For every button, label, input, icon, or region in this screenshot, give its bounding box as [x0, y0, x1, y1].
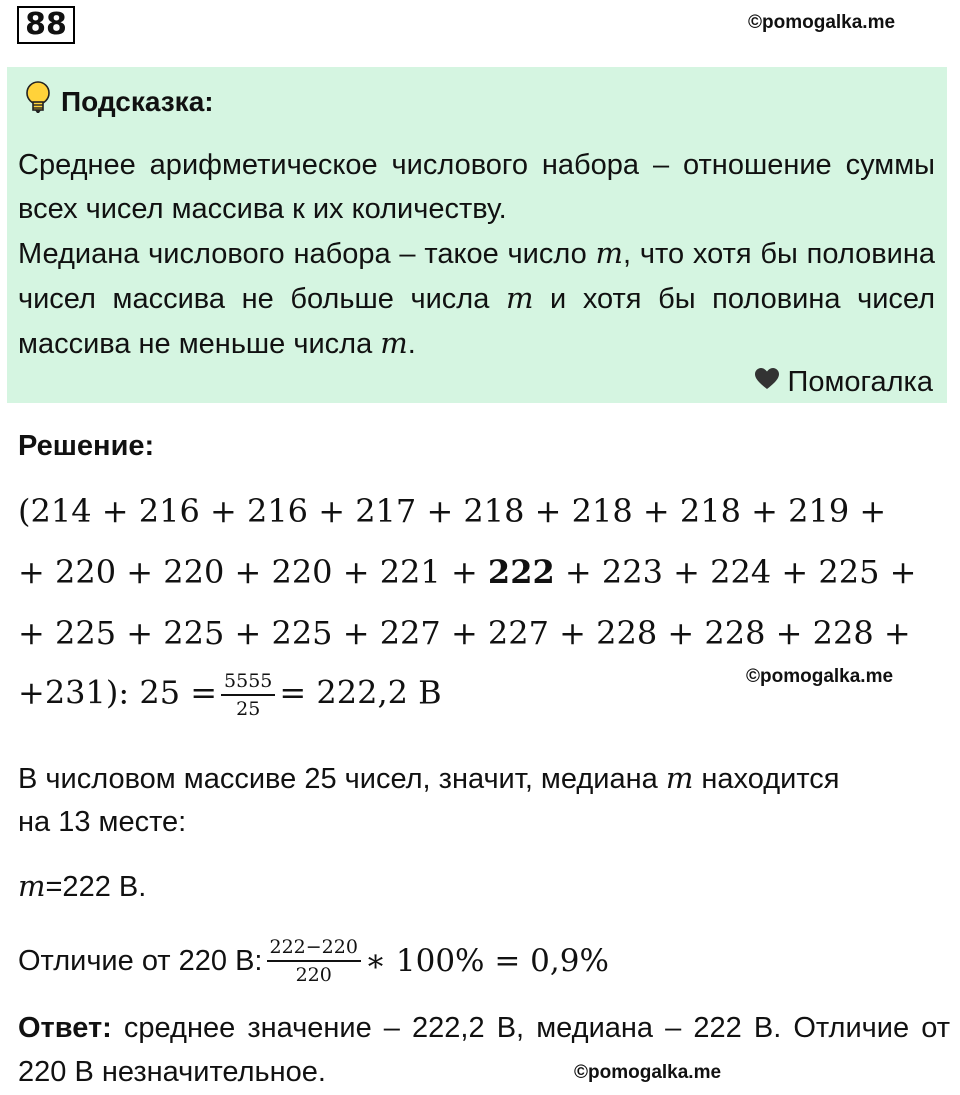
- hint-paragraph-1: Среднее арифметическое числового набора – отношение суммы всех чисел массива к их количеству.: [18, 149, 935, 225]
- watermark-bottom: ©pomogalka.me: [574, 1062, 722, 1083]
- equation-line-4: +231): 25 = $\frac{5555}{25}$ = 222,2 В: [18, 670, 442, 720]
- answer: [18, 1006, 950, 1094]
- hint-title: Подсказка:: [61, 85, 214, 117]
- watermark-top: ©pomogalka.me: [748, 12, 896, 33]
- answer-text: среднее значение – 222,2 В, медиана – 222 В. Отличие от 220 В незначительное.: [18, 1012, 950, 1088]
- solution-title: Решение:: [18, 430, 155, 462]
- fraction-difference: $\frac{222-220}{220}$: [267, 936, 361, 986]
- hint-paragraph-2: Медиана числового набора – такое число m, что хотя бы половина чисел массива не больше числа m и хотя бы половина чисел массива не меньше числа m.: [18, 236, 935, 360]
- hint-box: [7, 67, 947, 403]
- hint-header: [25, 81, 214, 122]
- difference-line: Отличие от 220 В: $\frac{222-220}{220}$ ∗ 100% = 0,9%: [18, 936, 609, 986]
- median-text-2: на 13 месте:: [18, 806, 187, 838]
- task-number: 88: [17, 6, 75, 44]
- equation-line-3: + 225 + 225 + 225 + 227 + 227 + 228 + 228 + 228 +: [18, 614, 911, 652]
- heart-icon: [754, 366, 780, 399]
- equation-line-1: (214 + 216 + 216 + 217 + 218 + 218 + 218 + 219 +: [18, 492, 887, 530]
- answer-label: Ответ:: [18, 1012, 112, 1044]
- hint-credit: [754, 366, 933, 399]
- fraction-sum: $\frac{5555}{25}$: [221, 670, 275, 720]
- credit-label: Помогалка: [787, 366, 933, 398]
- median-text-1: В числовом массиве 25 чисел, значит, медиана m находится: [18, 761, 840, 795]
- lightbulb-icon: [25, 81, 51, 122]
- hint-text: [18, 143, 935, 366]
- equation-line-2: + 220 + 220 + 220 + 221 + 222 + 223 + 224 + 225 +: [18, 553, 917, 591]
- median-value: m=222 В.: [18, 869, 147, 903]
- watermark-middle: ©pomogalka.me: [746, 666, 894, 687]
